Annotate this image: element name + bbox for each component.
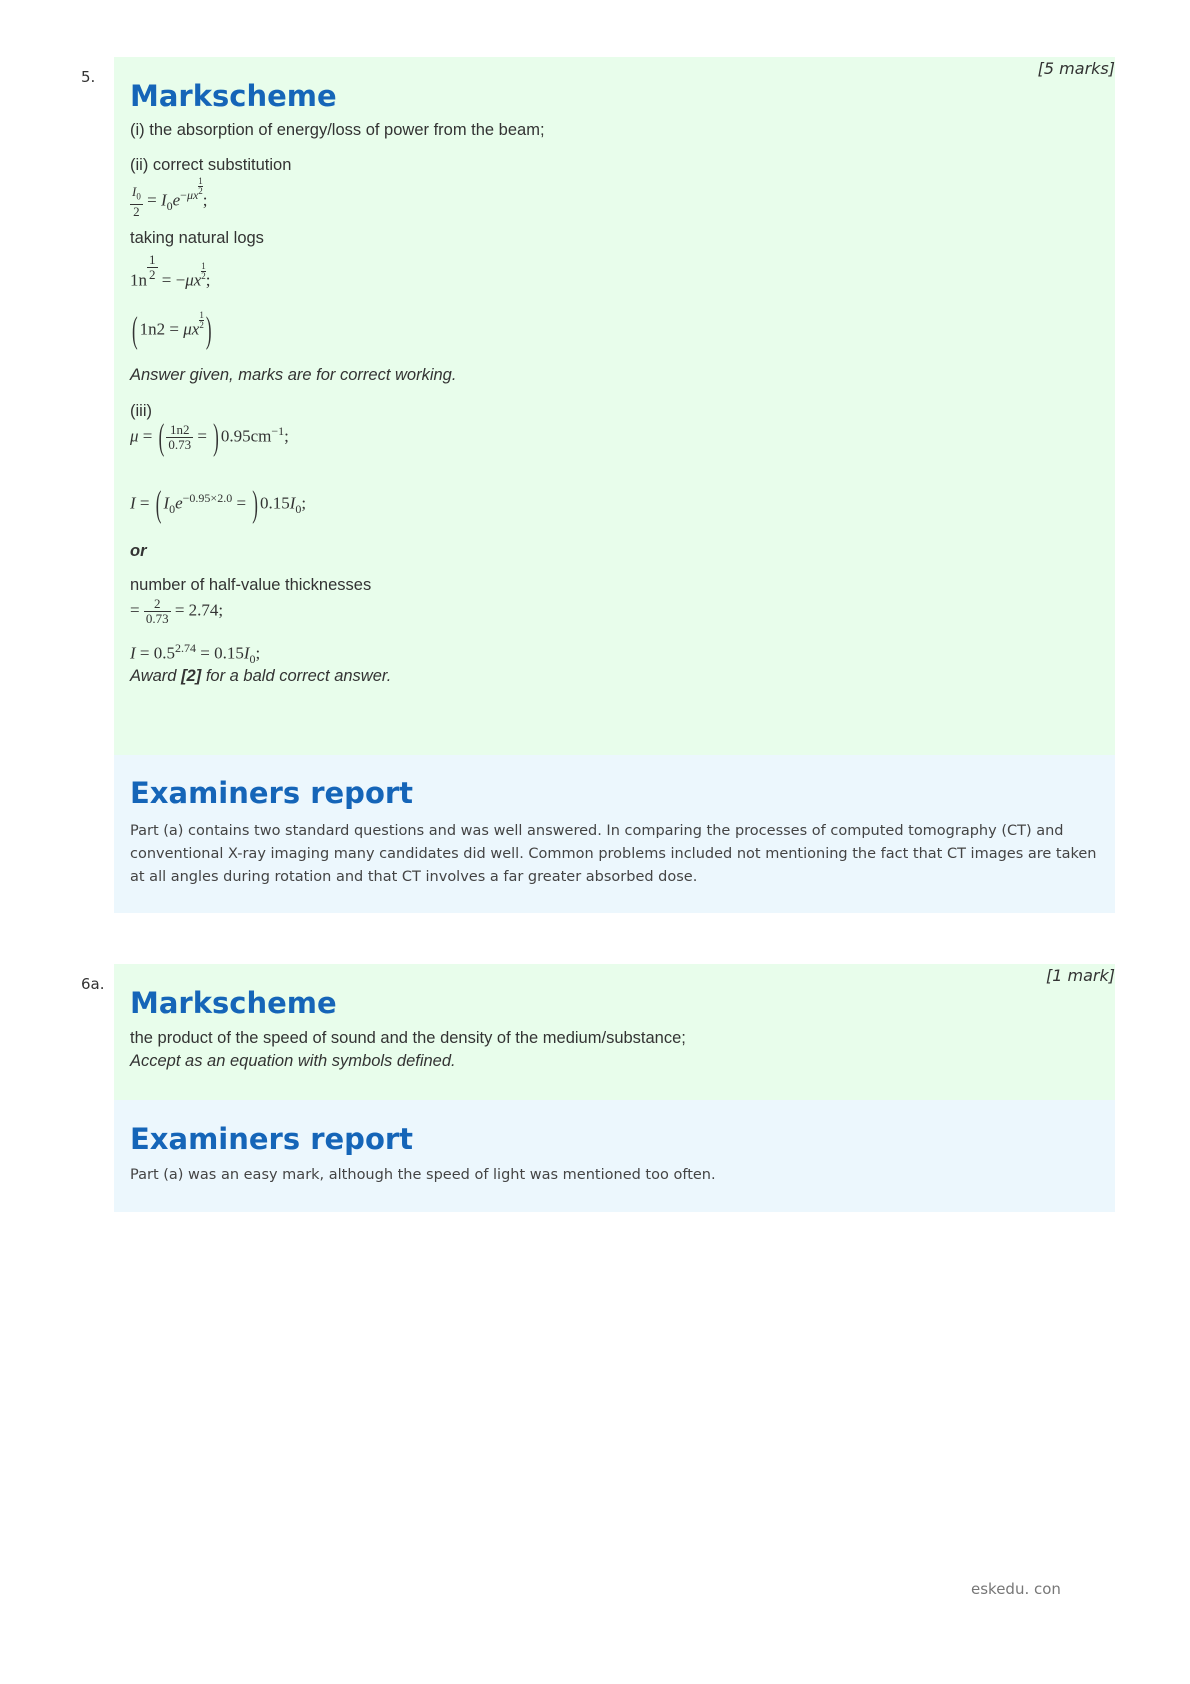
examiners-report-panel xyxy=(114,1100,1115,1212)
examiners-report-panel xyxy=(114,755,1115,913)
equation-mu: μ = ( $\frac{1n2}{0.73}$ = ) $0.95cm^{-1}$; xyxy=(130,415,289,458)
taking-logs-text: taking natural logs xyxy=(130,229,264,247)
markscheme-panel xyxy=(114,57,1115,755)
markscheme-panel xyxy=(114,964,1115,1100)
equation-half-value-intensity: $I = 0.5^{2.74} = 0.15I_0$; xyxy=(130,641,261,667)
examiners-report-title: Examiners report xyxy=(130,776,414,810)
answer-line-iii: (iii) xyxy=(130,402,152,420)
footer-watermark: eskedu. con xyxy=(971,1580,1061,1598)
equation-ln2: ( 1n2 = μx $\frac{1}{2}$ ) xyxy=(132,308,212,351)
equation-substitution: $\frac{I_0}{2}$ = $I_0e^{-\mu x \frac{1}{2}}$ ; xyxy=(132,176,208,219)
equation-half-value: = $\frac{2}{0.73}$ = 2.74; xyxy=(130,596,224,626)
markscheme-title: Markscheme xyxy=(130,986,337,1020)
examiners-report-title: Examiners report xyxy=(130,1122,414,1156)
answer-line: the product of the speed of sound and the density of the medium/substance; xyxy=(130,1029,686,1047)
answer-line-ii: (ii) correct substitution xyxy=(130,156,292,174)
question-number: 5. xyxy=(81,68,96,86)
examiners-report-text: Part (a) was an easy mark, although the speed of light was mentioned too often. xyxy=(130,1167,716,1183)
or-label: or xyxy=(130,542,147,560)
answer-given-note: Answer given, marks are for correct working. xyxy=(130,366,457,384)
equation-logs: 1n $\frac{1}{2}$ = −μx $\frac{1}{2}$ ; xyxy=(130,252,211,290)
half-value-text: number of half-value thicknesses xyxy=(130,576,372,594)
accept-note: Accept as an equation with symbols defined. xyxy=(130,1052,456,1070)
equation-intensity: I = ( $I_0e^{-0.95\times 2.0}$ = ) $0.15I_0$; xyxy=(130,482,307,525)
marks-label: [1 mark] xyxy=(1046,966,1115,985)
question-number: 6a. xyxy=(81,975,105,993)
examiners-report-text: Part (a) contains two standard questions and was well answered. In comparing the processes of computed tomography (CT) and conventional X-ray imaging many candidates did well. Common problems included not mentioning the fact that CT images are taken at all angles during rotation and that CT involves a far greater absorbed dose. xyxy=(130,823,1097,885)
award-note: Award [2] for a bald correct answer. xyxy=(130,667,392,685)
marks-label: [5 marks] xyxy=(1037,59,1115,78)
answer-line-i: (i) the absorption of energy/loss of power from the beam; xyxy=(130,121,545,139)
markscheme-title: Markscheme xyxy=(130,79,337,113)
